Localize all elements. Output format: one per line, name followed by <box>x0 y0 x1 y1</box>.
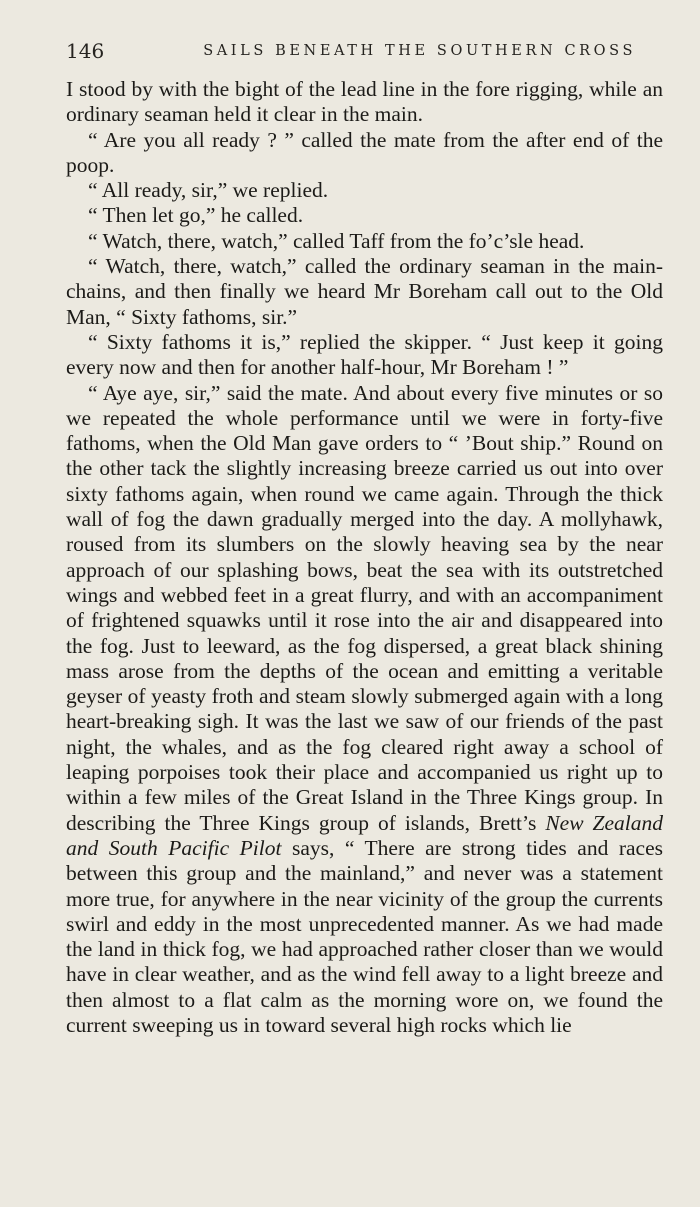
paragraph-text: “ Aye aye, sir,” said the mate. And about every five minutes or so we repeated the whole performance until we were in forty-five fathoms, when the Old Man gave orders to “ ’Bout ship.” Round on the other tack the slightly increasing breeze carried us out into over sixty fathoms again, when round we came again. Through the thick wall of fog the dawn gradually merged into the day. A mollyhawk, roused from its slumbers on the slowly heaving sea by the near approach of our splashing bows, beat the sea with its outstretched wings and webbed feet in a great flurry, and with an accompaniment of frightened squawks until it rose into the air and disappeared into the fog. Just to leeward, as the fog dispersed, a great black shining mass arose from the depths of the ocean and emitting a veritable geyser of yeasty froth and steam slowly submerged again with a long heart-breaking sigh. It was the last we saw of our friends of the past night, the whales, and as the fog cleared right away a school of leaping porpoises took their place and accompanied us right up to within a few miles of the Great Island in the Three Kings group. In describing the Three Kings group of islands, Brett’s <box>66 380 663 835</box>
book-title: New Zealand and South Pacific Pilot <box>66 810 663 860</box>
paragraph: “ Watch, there, watch,” called the ordinary seaman in the main-chains, and then finally we heard Mr Boreham call out to the Old Man, “ Sixty fathoms, sir.” <box>66 254 663 329</box>
page-header <box>66 38 636 64</box>
body-text <box>66 77 663 1038</box>
running-head: SAILS BENEATH THE SOUTHERN CROSS <box>203 43 636 59</box>
paragraph: “ Are you all ready ? ” called the mate from the after end of the poop. <box>66 127 663 177</box>
paragraph: “ Watch, there, watch,” called Taff from the fo’c’sle head. <box>88 228 585 253</box>
paragraph <box>66 381 663 1039</box>
paragraph: “ Sixty fathoms it is,” replied the skipper. “ Just keep it going every now and then for another half-hour, Mr Boreham ! ” <box>66 329 663 380</box>
page-number: 146 <box>66 39 105 63</box>
paragraph: “ Then let go,” he called. <box>88 203 304 228</box>
paragraph: “ All ready, sir,” we replied. <box>88 178 329 203</box>
paragraph: I stood by with the bight of the lead line in the fore rigging, while an ordinary seaman held it clear in the main. <box>66 77 663 127</box>
paragraph-text: says, “ There are strong tides and races between this group and the mainland,” and never was a statement more true, for anywhere in the near vicinity of the group the currents swirl and eddy in the most unprecedented manner. As we had made the land in thick fog, we had approached rather closer than we would have in clear weather, and as the wind fell away to a light breeze and then almost to a flat calm as the morning wore on, we found the current sweeping us in toward several high rocks which lie <box>66 835 664 1037</box>
